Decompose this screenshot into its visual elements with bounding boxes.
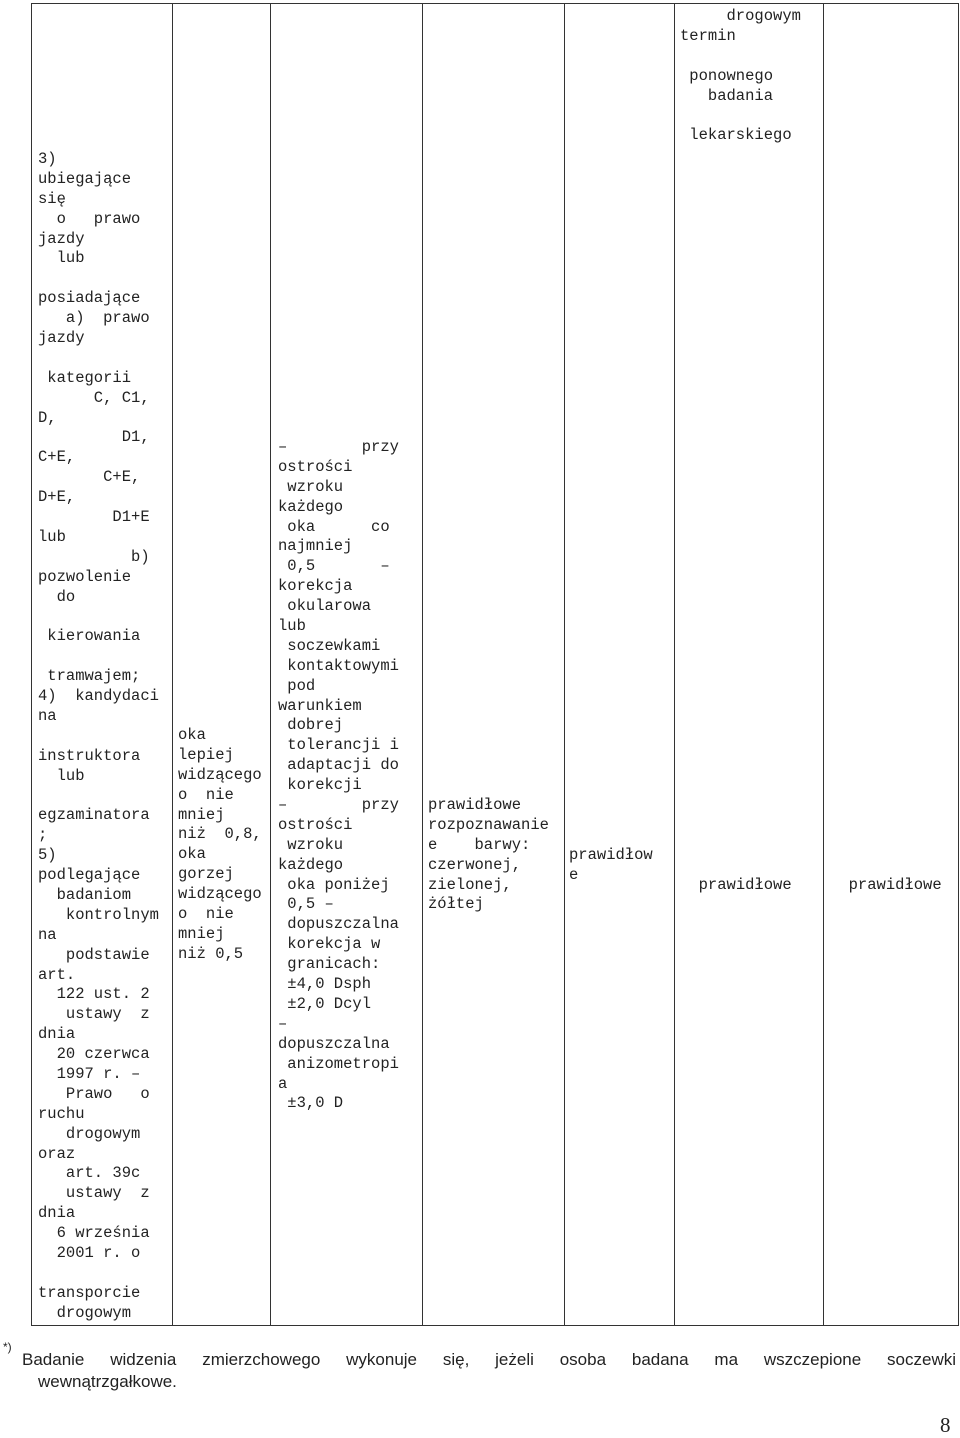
cell-text-line: okularowa [278,597,372,616]
cell-text-line: D1, [38,428,150,447]
cell-text-line: każdego [278,855,344,874]
column-divider [674,4,675,1325]
cell-text-line: mniej [178,924,225,943]
cell-text-line: soczewkami [278,636,381,655]
cell-text-line: zielonej, [428,875,512,894]
cell-text-line: ±2,0 Dcyl [278,994,372,1013]
header-text-line [680,47,801,67]
cell-text-line: drogowym [38,1303,132,1322]
cell-text-line: pozwolenie [38,567,132,586]
next-exam-header-cell [680,7,801,146]
cell-text-line: każdego [278,497,344,516]
twilight-vision-cell [680,856,792,896]
cell-text-line: ±3,0 D [278,1094,344,1113]
cell-text-line [38,647,159,667]
cell-text-line [38,727,159,747]
cell-text-line: wzroku [278,477,344,496]
cell-text-line [38,1264,159,1284]
cell-text-line: lub [278,617,306,636]
cell-text-line: ubiegające [38,169,132,188]
cell-text-line: posiadające [38,289,141,308]
cell-text-line: C+E, [38,448,76,467]
cell-text-line: ±4,0 Dsph [278,975,372,994]
cell-text-line: b) [38,547,150,566]
cell-text-line: o nie [178,905,234,924]
column-divider [564,4,565,1325]
applicant-category-cell [38,150,159,1324]
cell-text-line: anizometropi [278,1054,399,1073]
cell-text-line: oka [178,726,206,744]
cell-text-line [38,349,159,369]
cell-text-line: lub [38,527,66,546]
cell-text-line: art. [38,965,76,984]
cell-text-line: prawidłowe [428,796,522,814]
cell-text-line: transporcie [38,1283,141,1302]
cell-text-line: e [569,865,579,884]
cell-text-line: lub [38,766,85,785]
cell-text-line: podlegające [38,866,141,885]
cell-text-line: D+E, [38,488,76,507]
one-eye-condition-cell [178,726,262,965]
cell-text-line: dobrej [278,716,344,735]
column-divider [172,4,173,1325]
cell-text-line: oraz [38,1144,76,1163]
cell-text-line: 5) [38,846,57,865]
cell-text-line: D, [38,408,57,427]
cell-text-line: na [38,925,57,944]
cell-text-line: ustawy z [38,1184,150,1203]
cell-text-line: D1+E [38,508,150,527]
cell-text-line: korekcji [278,776,362,795]
cell-text-line: C+E, [38,468,141,487]
cell-text-line: lub [38,249,85,268]
column-divider [270,4,271,1325]
cell-text-line: dnia [38,1025,76,1044]
footnote-line-1: Badanie widzenia zmierzchowego wykonuje się, jeżeli osoba badana ma wszczepione soczewki [22,1350,956,1369]
cell-text-line: ostrości [278,815,353,834]
cell-text-line: kierowania [38,627,141,646]
cell-text-line: gorzej [178,865,234,884]
cell-text-line: się [38,189,66,208]
cell-text-line: C, C1, [38,388,150,407]
cell-text-line: 1997 r. – [38,1064,141,1083]
footnote-line-2: wewnątrzgałkowe. [38,1372,177,1391]
cell-text-line: wzroku [278,835,344,854]
cell-text-line: oka co [278,517,390,536]
cell-text-line: podstawie [38,945,150,964]
cell-text-line: 2001 r. o [38,1243,141,1262]
cell-text-line: niż 0,5 [178,944,244,963]
cell-text-line: rozpoznawanie [428,815,549,834]
cell-text-line: widzącego [178,765,262,784]
cell-text-line: ruchu [38,1104,85,1123]
cell-text-line: jazdy [38,229,85,248]
cell-text-line [38,787,159,807]
footnote-marker: *) [3,1340,12,1354]
header-text-line: termin [680,26,736,45]
cell-text-line: – przy [278,438,399,456]
cell-text-line: dopuszczalna [278,915,399,934]
cell-text-line: 20 czerwca [38,1045,150,1064]
cell-text-line: granicach: [278,955,381,974]
cell-text-line: kontrolnym [38,905,159,924]
cell-text-line: pod [278,676,316,695]
field-of-view-cell [569,846,653,886]
twilight-vision-value: prawidłowe [698,875,792,894]
cell-text-line: 0,5 – [278,895,334,914]
glare-sensitivity-cell [830,856,942,896]
cell-text-line: do [38,587,76,606]
cell-text-line: ustawy z [38,1005,150,1024]
cell-text-line: ; [38,826,48,845]
header-text-line: drogowym [680,7,801,25]
cell-text-line: – przy [278,796,399,815]
column-divider [823,4,824,1325]
header-text-line: ponownego [680,66,774,85]
cell-text-line: o nie [178,785,234,804]
cell-text-line: dopuszczalna [278,1034,390,1053]
cell-text-line: warunkiem [278,696,362,715]
cell-text-line: korekcja [278,577,353,596]
cell-text-line [38,607,159,627]
cell-text-line: ostrości [278,457,353,476]
cell-text-line: – [278,1014,288,1033]
cell-text-line: 3) [38,150,57,168]
column-divider [422,4,423,1325]
cell-text-line: czerwonej, [428,855,522,874]
cell-text-line: 122 ust. 2 [38,985,150,1004]
cell-text-line: drogowym [38,1124,141,1143]
cell-text-line: e barwy: [428,835,531,854]
cell-text-line: instruktora [38,746,141,765]
cell-text-line: dnia [38,1204,76,1223]
cell-text-line: a) prawo [38,309,150,328]
header-text-line [680,106,801,126]
cell-text-line: kontaktowymi [278,656,399,675]
cell-text-line: tolerancji i [278,736,399,755]
cell-text-line: lepiej [178,745,234,764]
cell-text-line: najmniej [278,537,353,556]
cell-text-line: oka poniżej [278,875,390,894]
cell-text-line: żółtej [428,895,484,914]
cell-text-line: o prawo [38,209,141,228]
cell-text-line: Prawo o [38,1084,150,1103]
cell-text-line: tramwajem; [38,667,141,686]
glare-sensitivity-value: prawidłowe [848,875,942,894]
cell-text-line: a [278,1074,288,1093]
cell-text-line: jazdy [38,329,85,348]
cell-text-line: niż 0,8, [178,825,262,844]
cell-text-line: badaniom [38,885,132,904]
header-text-line: badania [680,86,774,105]
cell-text-line: adaptacji do [278,756,399,775]
vision-requirements-table [31,3,959,1326]
cell-text-line: oka [178,845,206,864]
cell-text-line: prawidłow [569,846,653,864]
cell-text-line: 0,5 – [278,557,390,576]
cell-text-line [38,269,159,289]
cell-text-line: kategorii [38,368,132,387]
cell-text-line: widzącego [178,885,262,904]
cell-text-line: mniej [178,805,225,824]
header-text-line: lekarskiego [680,126,792,145]
cell-text-line: na [38,706,57,725]
color-vision-cell [428,796,549,915]
cell-text-line: art. 39c [38,1164,141,1183]
cell-text-line: egzaminatora [38,806,150,825]
cell-text-line: 4) kandydaci [38,687,159,706]
cell-text-line: korekcja w [278,935,381,954]
page-number: 8 [940,1413,951,1437]
cell-text-line: 6 września [38,1224,150,1243]
visual-acuity-cell [278,438,399,1114]
